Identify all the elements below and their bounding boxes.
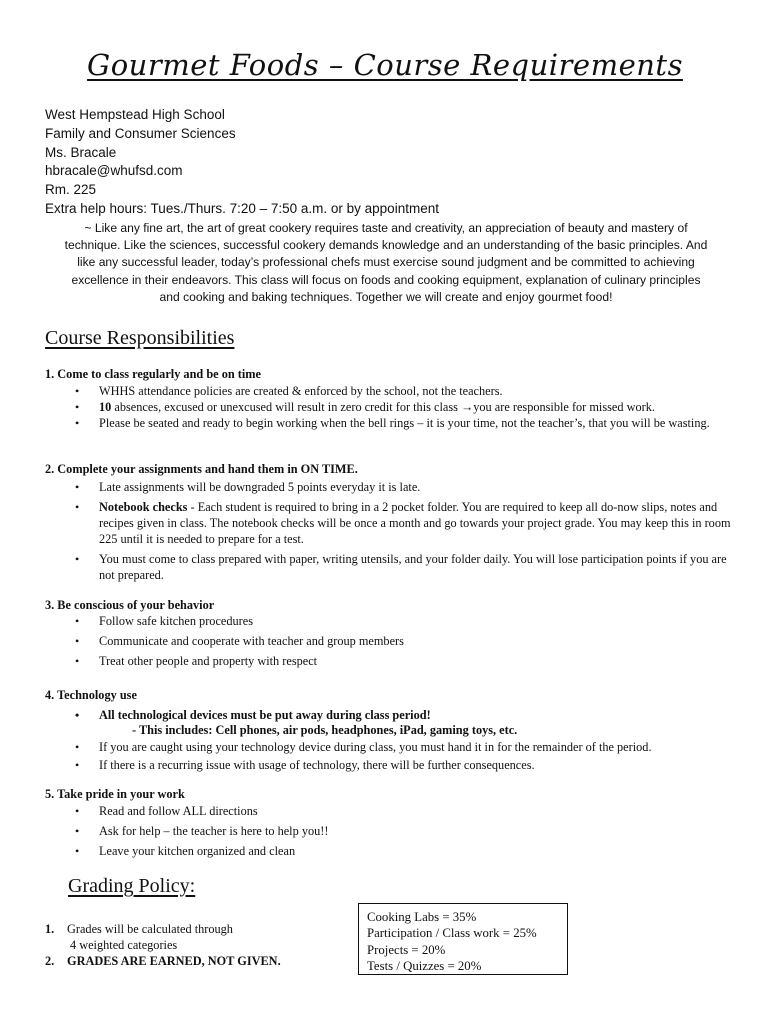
weight-row: Participation / Class work = 25% xyxy=(367,926,537,941)
grading-item xyxy=(45,953,281,969)
grading-item-text: GRADES ARE EARNED, NOT GIVEN. xyxy=(67,954,281,968)
section-5-list xyxy=(45,803,735,859)
grading-list xyxy=(45,921,281,969)
list-item: • Communicate and cooperate with teacher and group members xyxy=(45,633,735,649)
department-name: Family and Consumer Sciences xyxy=(45,125,236,141)
intro-line: and cooking and baking techniques. Together we will create and enjoy gourmet food! xyxy=(159,289,613,304)
intro-line: like any successful leader, today’s professional chefs must exercise sound judgment and be committed to achieving xyxy=(77,255,695,270)
grading-item-continuation: 4 weighted categories xyxy=(70,938,178,952)
section-2-list xyxy=(45,479,735,583)
section-title: 1. Come to class regularly and be on time xyxy=(45,367,261,381)
section-title: 2. Complete your assignments and hand them in ON TIME. xyxy=(45,462,358,476)
list-item: • Late assignments will be downgraded 5 points everyday it is late. xyxy=(45,479,735,495)
list-item: • Leave your kitchen organized and clean xyxy=(45,843,735,859)
section-title: 3. Be conscious of your behavior xyxy=(45,598,215,612)
grading-item-text: Grades will be calculated through xyxy=(67,922,233,936)
intro-line: excellence in their endeavors. This class will focus on foods and cooking equipment, explanation of culinary principles xyxy=(71,272,701,287)
section-title: 5. Take pride in your work xyxy=(45,787,185,801)
section-4-bold-list xyxy=(45,707,735,723)
section-4-list xyxy=(45,739,735,773)
list-item xyxy=(45,399,735,415)
list-item: • If you are caught using your technology device during class, you must hand it in for the remainder of the period. xyxy=(45,739,735,755)
list-item: • Treat other people and property with respect xyxy=(45,653,735,669)
absence-count: 10 xyxy=(99,400,112,414)
course-responsibilities-heading: Course Responsibilities xyxy=(45,327,235,349)
grade-weights-box xyxy=(358,903,568,975)
grading-policy-heading: Grading Policy: xyxy=(68,875,196,897)
weight-row: Cooking Labs = 35% xyxy=(367,910,477,924)
school-name: West Hempstead High School xyxy=(45,107,225,122)
contact-header xyxy=(45,106,439,219)
list-item xyxy=(45,499,735,547)
section-3-list xyxy=(45,613,735,669)
grading-item xyxy=(45,921,281,937)
room-number: Rm. 225 xyxy=(45,182,97,198)
extra-help-hours: Extra help hours: Tues./Thurs. 7:20 – 7:50 a.m. or by appointment xyxy=(45,200,439,216)
grading-item-number: 1. xyxy=(45,922,55,936)
weight-row: Projects = 20% xyxy=(367,942,446,957)
intro-line: ~ Like any fine art, the art of great cookery requires taste and creativity, an appreciation of beauty and mastery of xyxy=(84,221,688,235)
list-item: • If there is a recurring issue with usage of technology, there will be further consequences. xyxy=(45,757,735,773)
list-item: • You must come to class prepared with paper, writing utensils, and your folder daily. You will lose participation points if you are not prepared. xyxy=(45,551,735,583)
absence-text: absences, excused or unexcused will result in zero credit for this class →you are responsible for missed work. xyxy=(111,400,655,414)
intro-line: technique. Like the sciences, successful cookery demands knowledge and an understanding of the basic principles. And xyxy=(64,238,708,253)
list-item: • Follow safe kitchen procedures xyxy=(45,613,735,629)
document-title: Gourmet Foods – Course Requirements xyxy=(87,48,683,82)
list-item: • Read and follow ALL directions xyxy=(45,803,735,819)
list-item: • Ask for help – the teacher is here to help you!! xyxy=(45,823,735,839)
list-item: • All technological devices must be put away during class period! xyxy=(45,707,735,723)
technology-devices-note: - This includes: Cell phones, air pods, headphones, iPad, gaming toys, etc. xyxy=(132,723,518,737)
section-title: 4. Technology use xyxy=(45,688,137,702)
grading-item-number: 2. xyxy=(45,954,55,968)
list-item: • WHHS attendance policies are created & enforced by the school, not the teachers. xyxy=(45,383,735,399)
section-1-list xyxy=(45,383,735,431)
teacher-name: Ms. Bracale xyxy=(45,144,117,160)
weight-row: Tests / Quizzes = 20% xyxy=(367,959,482,974)
teacher-email: hbracale@whufsd.com xyxy=(45,163,183,179)
list-item: • Please be seated and ready to begin working when the bell rings – it is your time, not the teacher’s, that you will be wasting. xyxy=(45,415,735,431)
intro-paragraph xyxy=(46,220,726,306)
notebook-checks-text: - Each student is required to bring in a 2 pocket folder. You are required to keep all do-now slips, notes and recipes given in class. The notebook checks will be once a month and go towards your project grade. You may keep this in room 225 until it is needed to prepare for a test. xyxy=(99,500,731,546)
notebook-checks-label: Notebook checks xyxy=(99,500,188,514)
